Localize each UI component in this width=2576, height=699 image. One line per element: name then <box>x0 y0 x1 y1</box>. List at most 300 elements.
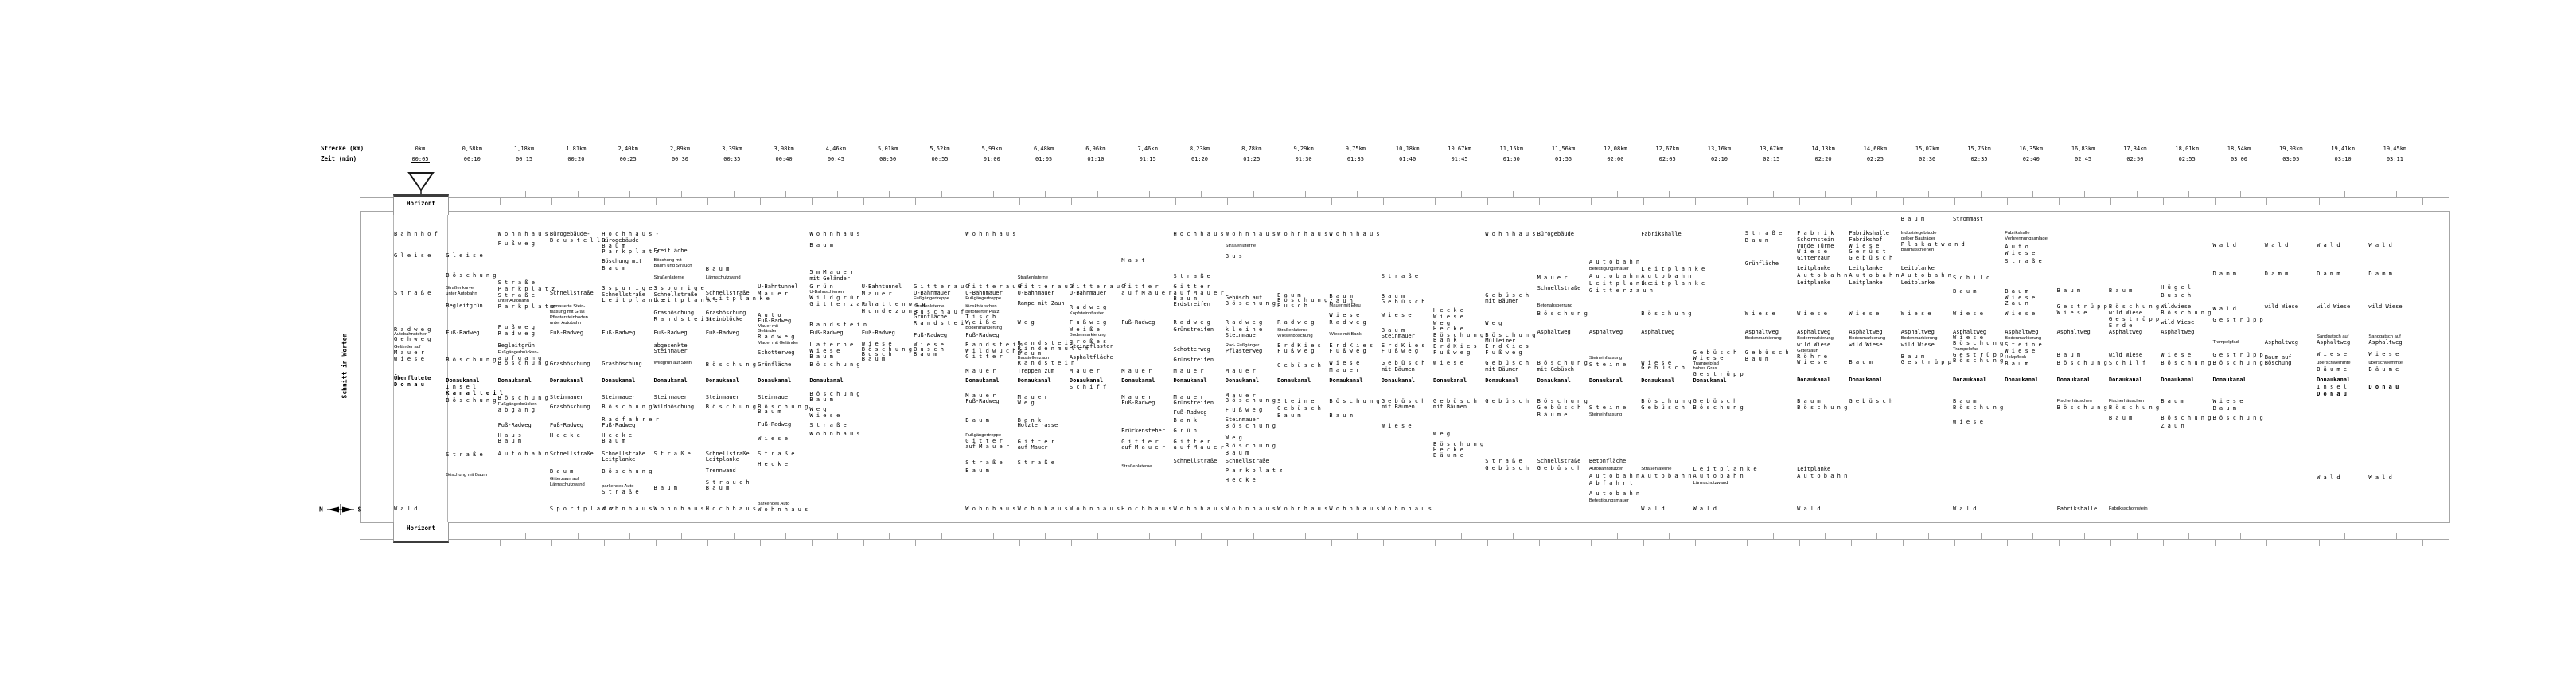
column-item: Trampelpfad <box>1953 347 1979 352</box>
column-item: S t r a ß e <box>1173 273 1210 279</box>
column-item: B u s c h a u f <box>914 309 965 315</box>
km-label: 5,01km <box>878 146 898 152</box>
column-item: B a u m <box>1744 237 1769 244</box>
km-label: 6,96km <box>1085 146 1106 152</box>
column-item: S t e i n e <box>1588 404 1627 411</box>
column-item: L a t e r n e <box>809 342 854 348</box>
column-item: H o c h h a u s - <box>602 231 659 237</box>
km-label: 9,75km <box>1345 146 1366 152</box>
column-item: Bürogebäude <box>1537 231 1574 237</box>
column-item: B ö s c h u n g <box>2161 360 2212 366</box>
column-item: S t e i n e <box>1277 398 1315 404</box>
column-item: D a m m <box>2212 271 2237 277</box>
column-item: G e b ü s c h <box>1693 350 1737 356</box>
column-item: H e c k e <box>758 461 789 467</box>
column-item: 3 s p u r i g e <box>653 285 704 291</box>
column-item: Holzpflock <box>2005 355 2027 360</box>
column-item: G e s t r ü p p <box>2212 317 2263 323</box>
column-item: D a m m <box>2368 271 2392 277</box>
column-item: Sandgatsch auf <box>2368 334 2401 339</box>
column-item: A u t o b a h n <box>1588 473 1640 479</box>
column-item: Schnellstraße <box>1537 458 1581 464</box>
column-item: W o h n h a u s <box>1277 231 1328 237</box>
column-item: Donaukanal <box>1849 377 1883 383</box>
column-item: H e c k e <box>1225 477 1256 483</box>
column-item: B a u m <box>809 396 833 403</box>
column-item: Donaukanal <box>1017 377 1051 384</box>
column-item: Fuß-Radweg <box>914 332 948 338</box>
column-item: W i e s e <box>1953 334 1983 341</box>
ruler-tick <box>2188 533 2189 539</box>
column-item: B ö s c h u n g <box>861 346 912 353</box>
column-item: B ö s c h u n g <box>2212 415 2263 421</box>
column-item: W i e s e <box>1641 360 1672 366</box>
time-label: 02:45 <box>2075 156 2092 162</box>
column-item: B a u m <box>1173 295 1198 302</box>
column-item: G e b ü s c h <box>1485 398 1530 404</box>
ruler-tick <box>1851 540 1852 546</box>
column-item: Grünstreifen <box>1173 357 1214 363</box>
column-item: Fuß-Radweg <box>758 318 792 324</box>
column-item: W i e s e <box>1433 314 1463 320</box>
column-item: R a d w e g <box>1225 319 1263 326</box>
column-item: B ö s c h u n g <box>1953 357 2004 364</box>
column-item: W i e s e <box>2212 398 2243 404</box>
column-item: Donaukanal <box>1277 377 1311 384</box>
column-item: B ö s c h u n g <box>1537 310 1588 317</box>
column-item: R a d w e g <box>758 334 795 340</box>
column-item: P a r k p l a t z <box>602 248 659 255</box>
column-item: mit Bäumen <box>1433 404 1467 410</box>
ruler-tick <box>1305 533 1306 539</box>
ruler-tick <box>1539 540 1540 546</box>
column-item: B ä u m e <box>2368 366 2399 373</box>
column-item: H ü g e l <box>2161 284 2192 291</box>
time-label: 01:50 <box>1502 156 1520 162</box>
ruler-tick <box>1019 540 1020 546</box>
column-item: Trampelpfad <box>2212 340 2239 345</box>
time-label: 01:20 <box>1191 156 1209 162</box>
column-item: W i e s e <box>2368 351 2399 357</box>
column-item: B a u m <box>1953 398 1977 404</box>
column-item: S t r a ß e <box>758 451 795 457</box>
column-item: B a u m <box>549 468 574 474</box>
column-item: S t r a ß e <box>1017 459 1054 466</box>
column-item: G i t t e r <box>1121 283 1159 290</box>
column-item: M a u e r <box>1173 394 1204 400</box>
km-label: 10,67km <box>1448 146 1471 152</box>
column-item: k l e i n e <box>1225 326 1263 333</box>
column-item: B a u m <box>758 408 781 415</box>
column-item: W i e s e <box>914 342 944 348</box>
ruler-tick <box>1747 540 1748 546</box>
time-label: 02:30 <box>1919 156 1936 162</box>
column-item: Schnellstraße <box>1225 458 1269 464</box>
ruler-tick <box>2084 191 2085 197</box>
column-item: P a r k p l a t z <box>1225 467 1283 474</box>
horizont-column-guide-right <box>447 197 448 540</box>
column-item: Geländer auf <box>394 345 421 350</box>
column-item: R a d w e g <box>1329 319 1366 326</box>
column-item: W e g <box>1485 320 1502 326</box>
column-item: R a d f a h r e r <box>602 416 659 423</box>
column-item: H e c k e <box>1433 447 1463 453</box>
ruler-tick <box>500 198 501 205</box>
column-item: B a u m <box>1277 412 1301 419</box>
column-item: Grünstreifen <box>1173 326 1214 333</box>
column-item: Asphaltweg <box>2368 339 2403 346</box>
ruler-tick <box>1617 191 1618 197</box>
column-item: U-Bahntunnel <box>758 283 798 290</box>
column-item: A u t o b a h n <box>1849 272 1900 279</box>
column-item: B a u m <box>1329 412 1353 419</box>
column-item: W e i ß e <box>1069 326 1100 333</box>
column-item: Steinmauer <box>653 394 688 400</box>
column-item: M a u e r <box>1121 394 1152 400</box>
column-item: G e b ü s c h <box>1485 360 1530 366</box>
column-item: wild Wiese <box>1900 342 1935 348</box>
column-item: Fabrikshalle <box>2005 231 2030 236</box>
column-item: Asphaltfläche <box>1069 354 1113 361</box>
ruler-tick <box>629 533 630 539</box>
column-item: G i t t e r a u f <box>914 283 971 290</box>
column-item: gemauerte Stein- <box>549 304 586 309</box>
column-item: G e b ü s c h <box>1433 398 1477 404</box>
column-item: S t r a ß e <box>653 451 691 457</box>
column-item: Fuß-Radweg <box>549 330 584 336</box>
column-item: W i l d w u c h s <box>965 348 1023 354</box>
column-item: F u ß w e g <box>1069 319 1107 326</box>
column-item: H e c k e <box>549 432 580 439</box>
column-item: Geländer <box>758 329 777 334</box>
column-item: W a l d <box>2368 242 2392 248</box>
ruler-tick <box>2137 533 2138 539</box>
time-label: 01:40 <box>1399 156 1417 162</box>
column-item: U-Bahnmauer <box>914 290 951 296</box>
column-item: Fabrikshalle <box>1641 231 1682 237</box>
column-item: B a n k <box>1017 417 1042 424</box>
column-item: G i t t e r <box>1173 283 1210 290</box>
ruler-tick <box>2319 198 2320 205</box>
column-item: B ö s c h u n g <box>1485 332 1536 338</box>
ruler-tick <box>1149 191 1150 197</box>
ruler-tick <box>1981 533 1982 539</box>
column-item: W o h n h a u s <box>1225 231 1276 237</box>
column-item: S t r a ß e <box>1744 230 1783 236</box>
column-item: 3 s p u r i g e <box>602 285 653 291</box>
ruler-tick <box>2110 198 2111 205</box>
column-item: Donaukanal <box>1953 377 1987 383</box>
column-item: Z a u n <box>2161 423 2184 429</box>
column-item: M a u e r <box>1121 368 1152 374</box>
column-item: a b g a n g <box>497 407 535 413</box>
column-item: B ö s c h u n g <box>1433 441 1484 447</box>
km-label: 2,40km <box>618 146 638 152</box>
column-item: Befestigungsmauer <box>1588 498 1629 503</box>
column-item: auf M a u e r <box>965 443 1010 450</box>
column-item: Böschung <box>2264 360 2292 366</box>
km-label: 3,39km <box>722 146 742 152</box>
ruler-tick <box>707 540 708 546</box>
ruler-tick <box>1097 533 1098 539</box>
column-item: H e c k e <box>1433 326 1463 332</box>
column-item: M a u e r <box>1225 368 1256 374</box>
column-item: B ö s c h u n g <box>1641 398 1692 404</box>
column-item: mit Bäumen <box>1485 298 1519 304</box>
column-item: A u t o b a h n <box>1641 473 1692 479</box>
compass <box>319 504 361 515</box>
column-item: W o h n h a u s <box>965 231 1016 237</box>
ruler-tick <box>1513 533 1514 539</box>
column-item: S t r a u c h <box>705 479 750 486</box>
column-item: P a r k p l a t z <box>497 286 555 292</box>
column-item: Holzterrasse <box>1017 422 1058 428</box>
column-item: W i e s e <box>1381 312 1412 318</box>
column-item: G e s t r ü p p <box>2212 352 2263 358</box>
column-item: B u s <box>1225 253 1242 260</box>
column-item: L e i t p l a n k e <box>1641 280 1705 287</box>
column-item: Fuß-Radweg <box>497 422 532 428</box>
ruler-tick <box>2059 198 2060 205</box>
column-item: Steineinfassung <box>1588 412 1623 417</box>
column-item: Fußgängerbrücken- <box>497 402 539 407</box>
ruler-tick <box>1903 540 1904 546</box>
ruler-tick <box>1331 198 1332 205</box>
column-item: Begleitgrün <box>446 303 483 309</box>
column-item: Donaukanal <box>2056 377 2091 383</box>
column-item: G e b ü s c h <box>1693 398 1737 404</box>
ruler-tick <box>525 533 526 539</box>
column-item: W e g <box>1225 435 1242 441</box>
column-item: wild Wiese <box>1797 342 1831 348</box>
column-item: B a u m <box>1329 293 1353 299</box>
column-item: Bodenmarkierung <box>965 326 1003 330</box>
column-item: Gitterzaun <box>1797 349 1818 353</box>
column-item: F u ß w e g <box>1225 407 1263 413</box>
column-item: Verbrennungsanlage <box>2005 236 2048 241</box>
ruler-tick <box>1799 198 1800 205</box>
ruler-tick <box>525 191 526 197</box>
column-item: G e b ü s c h <box>1485 465 1530 471</box>
column-item: G i t t e r a u f <box>1017 283 1075 290</box>
column-item: Fischerhäuschen <box>2056 399 2092 404</box>
column-item: Schnellstraße <box>549 290 594 296</box>
ruler-tick <box>889 533 890 539</box>
column-item: G e b ü s c h <box>1849 255 1893 261</box>
column-item: W i e s e <box>1900 310 1931 317</box>
column-item: U-Bahnmauer <box>1017 290 1054 296</box>
column-item: B ö s c h u n g <box>497 395 548 401</box>
column-item: S t r a ß e <box>2005 258 2042 264</box>
column-item: D a m m <box>2264 271 2289 277</box>
column-item: W i e s e <box>1797 248 1828 255</box>
column-item: B ö s c h u n g <box>2212 360 2263 366</box>
km-label: 2,89km <box>669 146 691 152</box>
ruler-tick <box>1071 198 1072 205</box>
column-item: B ö s c h u n g <box>2056 404 2107 411</box>
km-label: 0km <box>415 146 426 152</box>
column-item: G r ü n <box>1173 428 1198 434</box>
column-item: Mauer mit <box>758 324 778 329</box>
km-label: 18,54km <box>2227 146 2251 152</box>
column-item: M a u e r <box>1017 394 1048 400</box>
column-item: B a u m <box>497 438 522 444</box>
column-item: U-Bahnmauer <box>965 290 1003 296</box>
column-item: Asphaltweg <box>2005 329 2039 335</box>
column-item: D o n a u <box>394 381 424 388</box>
column-item: Schnellstraße <box>705 451 750 457</box>
column-item: Böschung mit Baum <box>446 473 488 478</box>
column-item: R a n d s t e i n <box>965 342 1023 348</box>
column-item: W o h n h a u s <box>497 231 548 237</box>
column-item: G i t t e r a u f <box>965 283 1023 290</box>
km-label: 14,60km <box>1863 146 1888 152</box>
column-item: B a u m <box>2108 287 2133 294</box>
column-item: Schnellstraße <box>549 451 594 457</box>
column-item: Fußgängertreppe <box>965 433 1002 438</box>
column-item: W i e s e <box>394 356 424 362</box>
ruler-tick <box>1227 540 1228 546</box>
column-item: B a u m <box>809 353 833 360</box>
column-item: Leitplanke <box>1849 265 1883 271</box>
km-label: 15,75km <box>1967 146 1991 152</box>
ruler-tick <box>2266 540 2267 546</box>
column-item: W i e s e <box>1797 310 1828 317</box>
column-item: Donaukanal <box>446 377 480 384</box>
column-item: Lärmschutzwand <box>549 482 585 487</box>
column-item: Baum und Strauch <box>653 264 692 268</box>
column-item: W i e s e <box>1433 360 1463 366</box>
km-label: 8,23km <box>1189 146 1210 152</box>
column-item: Schnellstraße <box>1537 285 1581 291</box>
ruler-tick <box>656 198 657 205</box>
column-item: Leitplanke <box>1797 265 1831 271</box>
ruler-tick <box>1487 540 1488 546</box>
column-item: Donaukanal <box>1693 377 1727 384</box>
column-item: W i e s e <box>758 435 789 442</box>
column-item: Leitplanke <box>602 456 636 463</box>
ruler-tick <box>915 198 916 205</box>
column-item: W i e s e <box>2056 310 2087 316</box>
column-item: B ö s c h u n g <box>446 272 497 279</box>
column-item: Fuß-Radweg <box>705 330 739 336</box>
column-item: W a l d <box>1693 506 1717 512</box>
ruler-tick <box>1227 198 1228 205</box>
column-item: M a u e r <box>861 291 892 297</box>
column-item: wild Wiese <box>2317 303 2351 310</box>
column-item: W i e s e <box>1329 360 1360 366</box>
ruler-tick <box>1253 533 1254 539</box>
column-item: Steinmauer <box>1225 332 1259 338</box>
column-item: B ö s c h u n g <box>1225 423 1276 429</box>
column-item: Fuß-Radweg <box>602 422 636 428</box>
time-label: 00:40 <box>775 156 793 162</box>
column-item: B a u m <box>1953 288 1977 295</box>
column-item: G e b ü s c h <box>1849 398 1893 404</box>
column-item: Donaukanal <box>653 377 688 384</box>
column-item: Fuß-Radweg <box>861 330 895 336</box>
column-item: Wildböschung <box>653 404 695 410</box>
column-item: W i e s e <box>1744 310 1775 317</box>
column-item: S c h i f f <box>1069 384 1107 390</box>
column-item: G e b ü s c h <box>1277 405 1321 412</box>
column-item: Asphaltweg <box>1588 329 1623 335</box>
column-item: Fuß-Radweg <box>1173 409 1207 416</box>
km-label: 12,08km <box>1604 146 1627 152</box>
column-item: Asphaltweg <box>1849 329 1883 335</box>
ruler-tick <box>734 191 735 197</box>
column-item: B ö s c h u n g <box>446 397 497 404</box>
ruler-tick <box>1876 191 1877 197</box>
column-item: Baum auf <box>2264 354 2292 361</box>
column-item: B ö s c h u n g <box>1433 332 1484 338</box>
column-item: Steinmauer <box>549 394 584 400</box>
km-label: 1,81km <box>566 146 587 152</box>
column-item: W a l d <box>394 506 418 512</box>
column-item: B a u m <box>1744 356 1769 362</box>
column-item: A u t o b a h n <box>1693 473 1744 479</box>
column-item: G e b ü s c h <box>1537 465 1581 471</box>
column-item: B u s c h <box>1277 303 1308 309</box>
ruler-tick <box>1201 533 1202 539</box>
column-item: Straßenlaterne <box>1277 328 1308 333</box>
column-item: Schnellstraße <box>1173 458 1218 464</box>
column-item: B a u m <box>1797 398 1821 404</box>
column-item: B ö s c h u n g <box>602 468 653 474</box>
column-item: B a n k <box>1173 417 1198 424</box>
column-item: wild Wiese <box>2264 303 2298 310</box>
column-item: Donaukanal <box>1537 377 1571 384</box>
column-item: P a r k p l a t z <box>497 303 555 310</box>
column-item: A u t o b a h n <box>1900 272 1951 279</box>
column-item: Grünfläche <box>914 314 948 320</box>
column-item: G r ü n <box>809 283 833 290</box>
column-item: Straßenkurve <box>446 286 474 291</box>
column-item: Brückensteher <box>1121 428 1165 434</box>
horizont-bottom-box <box>393 522 449 543</box>
column-item: Bodenmarkierung <box>2005 336 2042 341</box>
column-item: B ö s c h u n g <box>1693 404 1744 411</box>
column-item: Grasböschung <box>653 310 695 316</box>
column-item: B ö s c h u n g <box>1225 397 1276 404</box>
column-item: Kioskhäuschen <box>965 304 997 309</box>
column-item: B a h n h o f <box>394 231 438 237</box>
ruler-tick <box>1383 540 1384 546</box>
column-item: Trampelpfad <box>1693 361 1719 366</box>
column-item: Schotterweg <box>758 350 795 356</box>
column-item: M a u e r <box>1225 392 1256 399</box>
column-item: H e c k e <box>602 432 633 439</box>
column-item: Steinmauer <box>1381 333 1415 339</box>
ruler-tick <box>812 198 813 205</box>
column-item: Fußgängertreppe <box>914 296 949 301</box>
column-item: W o h n h a u s <box>1277 506 1328 512</box>
column-item: G e b ü s c h <box>1485 292 1530 299</box>
column-item: H o c h h a u s <box>1121 506 1172 512</box>
column-item: B a u m <box>1900 353 1925 360</box>
time-label: 01:05 <box>1035 156 1053 162</box>
column-item: W i e s e <box>1849 243 1880 249</box>
column-item: R a n d s t e i n <box>1017 360 1075 366</box>
section-axis-label: Schnitt in Worten <box>341 333 349 399</box>
column-item: B a u m <box>602 265 625 271</box>
column-item: G i t t e r a u f <box>1069 283 1127 290</box>
column-item: B ö s c h u n g <box>602 404 653 410</box>
column-item: Donaukanal <box>809 377 844 384</box>
km-label: 17,34km <box>2123 146 2147 152</box>
column-item: W i e s e <box>1953 419 1983 425</box>
column-item: B a u m <box>965 467 989 474</box>
